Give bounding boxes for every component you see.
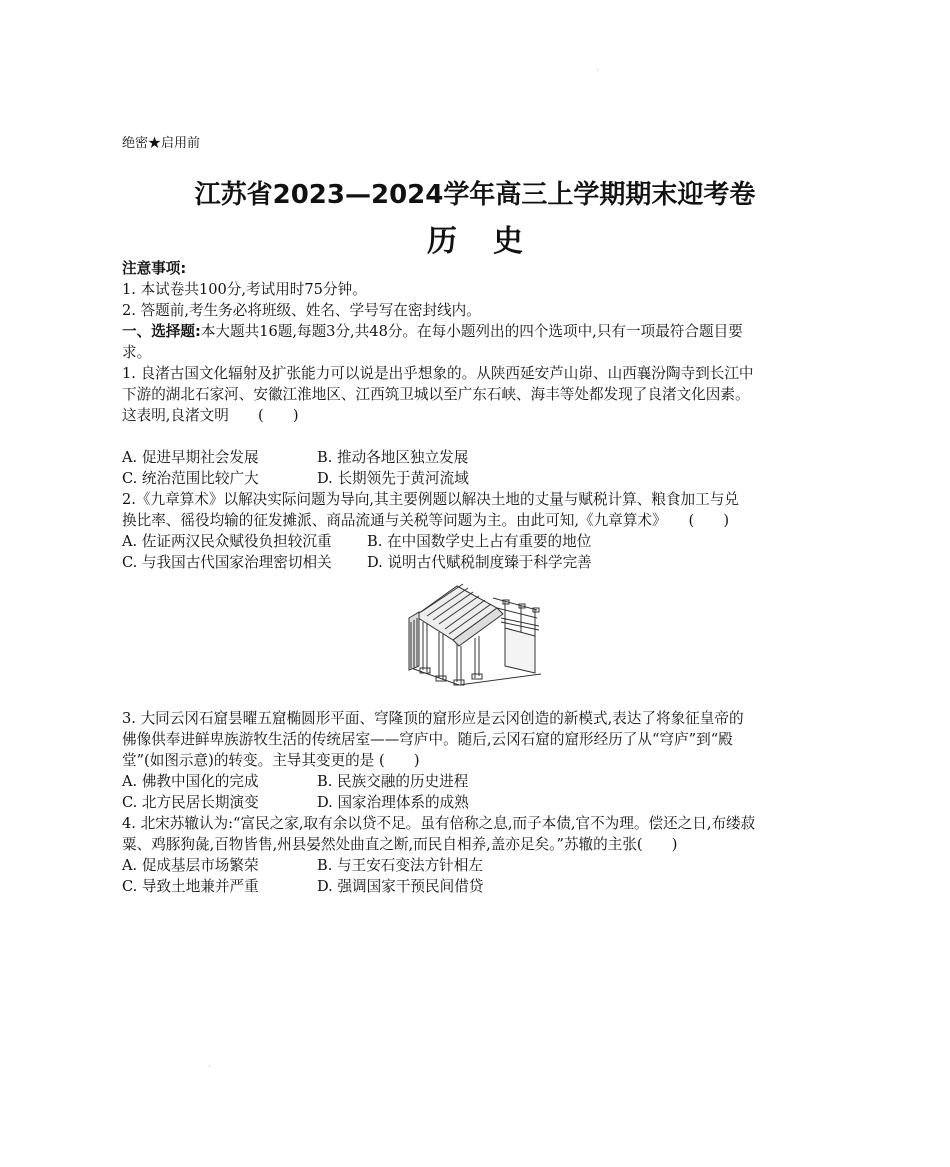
section-label: 一、选择题: [122,323,201,340]
option-b: B. 在中国数学史上占有重要的地位 [367,533,592,550]
notes-heading: 注意事项: [122,260,187,277]
option-c: C. 北方民居长期演变 [122,794,259,811]
question-2-options-row [122,552,834,573]
question-3-options-row [122,771,834,792]
option-b: B. 推动各地区独立发展 [317,449,469,466]
question-4-text: 4. 北宋苏辙认为:“富民之家,取有余以贷不足。虽有倍称之息,而子本债,官不为理。偿还之日,布缕菽 [122,815,756,832]
option-b: B. 民族交融的历史进程 [317,773,469,790]
option-a: A. 佛教中国化的完成 [122,773,259,790]
option-c: C. 与我国古代国家治理密切相关 [122,554,332,571]
option-d: D. 长期领先于黄河流域 [317,470,469,487]
section-instructions [122,321,834,342]
section-desc-cont: 求。 [122,344,152,361]
option-a: A. 促进早期社会发展 [122,449,259,466]
question-3-text: 3. 大同云冈石窟昙曜五窟椭圆形平面、穹隆顶的窟形应是云冈创造的新模式,表达了将象征皇帝的 [122,710,744,727]
option-d: D. 说明古代赋税制度臻于科学完善 [367,554,592,571]
section-desc: 本大题共16题,每题3分,共48分。在每小题列出的四个选项中,只有一项最符合题目要 [200,323,743,340]
question-1-text: 下游的湖北石家河、安徽江淮地区、江西筑卫城以至广东石峡、海丰等处都发现了良渚文化因素。 [122,386,750,403]
question-1-text: 这表明,良渚文明 ( ) [122,407,299,424]
option-d: D. 国家治理体系的成熟 [317,794,469,811]
subject-title: 历史 [427,224,559,259]
question-1-text: 1. 良渚古国文化辐射及扩张能力可以说是出乎想象的。从陕西延安芦山峁、山西襄汾陶寺到长江中 [122,365,754,382]
question-1-options-row [122,468,834,489]
question-4-options-row [122,855,834,876]
option-b: B. 与王安石变法方针相左 [317,857,483,874]
option-d: D. 强调国家干预民间借贷 [317,878,484,895]
question-4-text: 粟、鸡豚狗彘,百物皆售,州县晏然处曲直之断,而民自相养,盖亦足矣。”苏辙的主张( ) [122,836,678,853]
scan-mark: · [596,66,599,75]
note-item: 2. 答题前,考生务必将班级、姓名、学号写在密封线内。 [122,302,481,319]
option-c: C. 导致土地兼并严重 [122,878,259,895]
option-c: C. 统治范围比较广大 [122,470,259,487]
scan-mark: · [208,1062,211,1071]
spacer [122,426,834,447]
question-1-options-row [122,447,834,468]
note-item: 1. 本试卷共100分,考试用时75分钟。 [122,281,367,298]
exam-title: 江苏省2023—2024学年高三上学期期末迎考卷 [194,180,756,210]
option-a: A. 佐证两汉民众赋役负担较沉重 [122,533,332,550]
hall-structure-illustration [405,578,545,686]
secret-label: 绝密★启用前 [122,136,201,151]
option-a: A. 促成基层市场繁荣 [122,857,259,874]
question-4-options-row [122,876,834,897]
question-3-options-row [122,792,834,813]
question-2-options-row [122,531,834,552]
question-2-text: 2.《九章算术》以解决实际问题为导向,其主要例题以解决土地的丈量与赋税计算、粮食加工与兑 [122,491,739,508]
question-2-text: 换比率、徭役均输的征发摊派、商品流通与关税等问题为主。由此可知,《九章算术》 ( ) [122,512,730,529]
question-3-text: 堂”(如图示意)的转变。主导其变更的是 ( ) [122,752,420,769]
question-3-text: 佛像供奉进鲜卑族游牧生活的传统居室——穹庐中。随后,云冈石窟的窟形经历了从“穹庐”到“殿 [122,731,733,748]
